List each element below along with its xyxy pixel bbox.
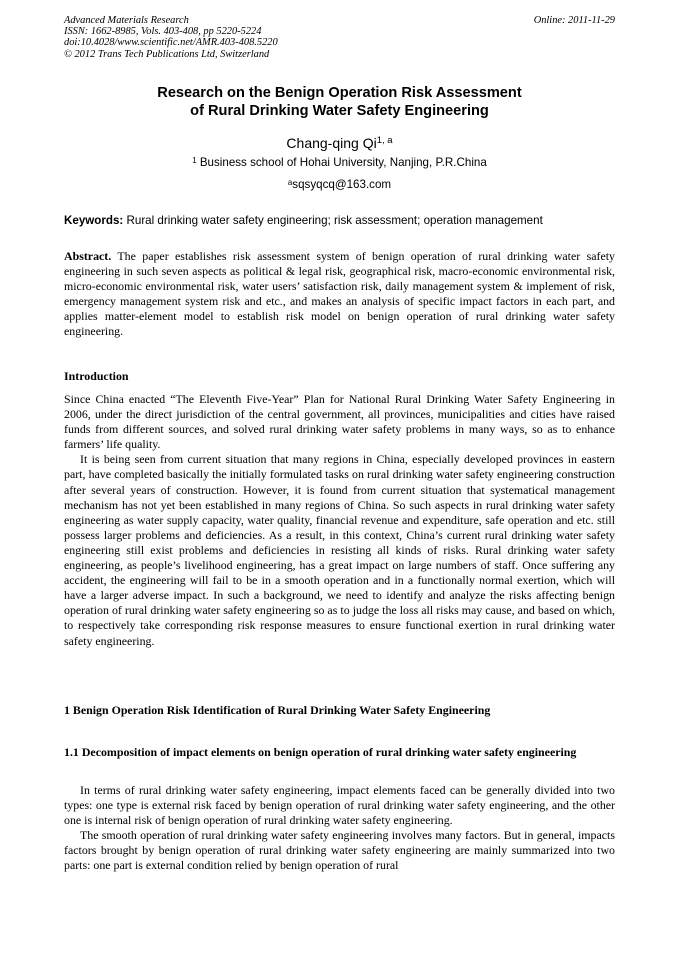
keywords [64,214,615,228]
journal-header [64,15,615,60]
section-1-heading: 1 Benign Operation Risk Identification of Rural Drinking Water Safety Engineering [64,703,491,717]
author-line [64,135,615,151]
author-superscript: 1, a [376,135,393,146]
section-1-1-paragraph-2: The smooth operation of rural drinking water safety engineering involves many factors. But in general, impacts factors brought by benign operation of rural drinking water safety engineering are mainly summarized into two parts: one part is external condition relied by benign operation of rural [64,828,615,873]
section-1-1-body [64,783,615,874]
online-date: Online: 2011-11-29 [533,15,615,26]
email-line [64,178,615,192]
intro-heading: Introduction [64,369,129,383]
abstract [64,249,615,340]
abstract-label: Abstract. [64,249,112,263]
affiliation-line [64,156,615,170]
intro-paragraph-2: It is being seen from current situation that many regions in China, especially developed provinces in eastern part, have completed basically the initially formulated tasks on rural drinking water safety engineering construction after several years of construction. However, it is found from current situation that systematical management mechanism has not yet been established in many regions of China. So such aspects in rural drinking water safety engineering as water supply capacity, water quality, financial revenue and expenditure, safe operation and etc. still possess larger problems and deficiencies. As a result, in this context, China’s current rural drinking water safety engineering still exist problems and deficiencies in resisting all kinds of risks. Rural drinking water safety engineering, as people’s livelihood engineering, has a great impact on large numbers of staff. Once suffering any accident, the engineering will fail to be in a smooth operation and in a functionally normal exertion, which will have a larger adverse impact. In such a background, we need to identify and analyze the risks affecting benign operation of rural drinking water safety engineering so as to judge the loss all risks may cause, and based on which, to respectively take corresponding risk response measures to ensure functional exertion in rural drinking water safety engineering. [64,452,615,648]
intro-body [64,392,615,649]
author-name: Chang-qing Qi [286,135,377,151]
doi-line: doi:10.4028/www.scientific.net/AMR.403-408.5220 [64,37,278,49]
issn-line: ISSN: 1662-8985, Vols. 403-408, pp 5220-5224 [64,26,262,38]
affiliation-text: Business school of Hohai University, Nanjing, P.R.China [196,156,487,169]
intro-paragraph-1: Since China enacted “The Eleventh Five-Year” Plan for National Rural Drinking Water Safety Engineering in 2006, under the direct jurisdiction of the central government, all provinces, municipalities and cities have raised funds from different sources, and solved rural drinking water safety problems in many ways, so as to enhance farmers’ life quality. [64,392,615,452]
affiliation-superscript: 1 [192,156,197,165]
abstract-text: The paper establishes risk assessment system of benign operation of rural drinking water safety engineering in such seven aspects as political & legal risk, geographical risk, macro-economic environmental risk, micro-economic environmental risk, water users’ satisfaction risk, daily management system & implement of risk, emergency management system risk and etc., and makes an analysis of specific impact factors in each part, and applies matter-element model to establish risk model on benign operation of rural drinking water safety engineering. [64,249,615,339]
keywords-label: Keywords: [64,214,124,227]
title-line-2: of Rural Drinking Water Safety Engineering [190,103,489,119]
section-1-1-heading: 1.1 Decomposition of impact elements on benign operation of rural drinking water safety engineering [64,745,577,759]
journal-name: Advanced Materials Research [64,15,189,26]
keywords-text: Rural drinking water safety engineering; risk assessment; operation management [123,214,543,227]
title-line-1: Research on the Benign Operation Risk Assessment [157,85,522,101]
email-text: sqsyqcq@163.com [292,178,392,191]
email-superscript: a [287,178,293,187]
paper-title [64,84,615,120]
section-1-1-paragraph-1: In terms of rural drinking water safety engineering, impact elements faced can be generally divided into two types: one type is external risk faced by benign operation of rural drinking water safety engineering, and the other one is internal risk of benign operation of rural drinking water safety engineering. [64,783,615,828]
copyright-line: © 2012 Trans Tech Publications Ltd, Switzerland [64,48,270,60]
